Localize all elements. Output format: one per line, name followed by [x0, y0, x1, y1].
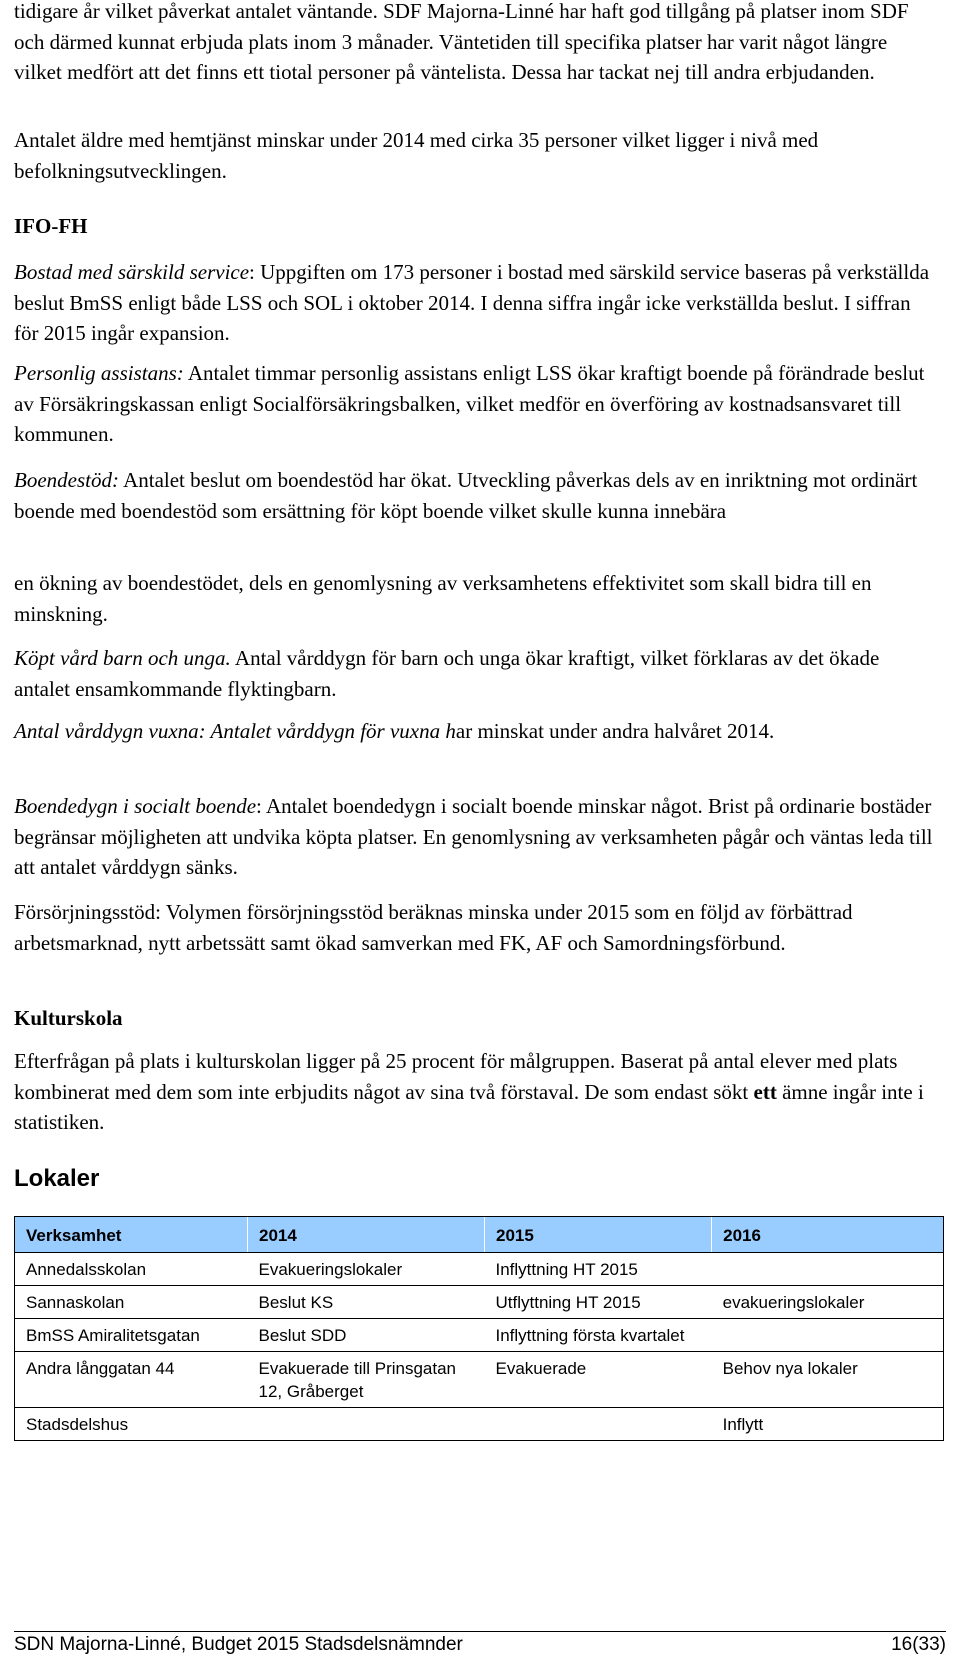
column-header: 2016 [712, 1217, 944, 1253]
column-header: Verksamhet [15, 1217, 248, 1253]
paragraph-forsorjningsstod: Försörjningsstöd: Volymen försörjningsstöd beräknas minska under 2015 som en följd av förbättrad arbetsmarknad, nytt arbetssätt samt ökad samverkan med FK, AF och Samordningsförbund. [14, 900, 853, 955]
table-row [15, 1319, 944, 1352]
table-cell [712, 1319, 944, 1352]
table-cell: Behov nya lokaler [712, 1352, 944, 1408]
heading-ifo-fh: IFO-FH [14, 214, 88, 238]
text-socialt-boende: : Antalet boendedygn i socialt boende minskar något. Brist på ordinarie bostäder begränsar möjligheten att undvika köpta platser. En genomlysning av verksamheten pågår och väntas leda till att antalet vårddygn sänks. [14, 794, 933, 879]
text-boendestod: Antalet beslut om boendestöd har ökat. Utveckling påverkas dels av en inriktning mot ordinärt boende med boendestöd som ersättning för köpt boende vilket skulle kunna innebära [14, 468, 918, 523]
table-cell: Beslut SDD [248, 1319, 485, 1352]
table-cell: BmSS Amiralitetsgatan [15, 1319, 248, 1352]
term-bostad: Bostad med särskild service [14, 260, 250, 284]
column-header: 2014 [248, 1217, 485, 1253]
table-row [15, 1408, 944, 1441]
paragraph-socialt-boende [14, 791, 936, 883]
paragraph-kopt-vard [14, 643, 936, 704]
table-cell: Sannaskolan [15, 1286, 248, 1319]
paragraph-boendestod-cont: en ökning av boendestödet, dels en genomlysning av verksamhetens effektivitet som skall bidra till en minskning. [14, 571, 872, 626]
footer-page-number: 16(33) [891, 1634, 946, 1655]
column-header: 2015 [485, 1217, 712, 1253]
term-personlig-assistans: Personlig assistans: [14, 361, 184, 385]
term-kopt-vard: Köpt vård barn och unga. [14, 646, 231, 670]
table-cell: Beslut KS [248, 1286, 485, 1319]
table-row [15, 1286, 944, 1319]
text-kulturskola-bold: ett [753, 1079, 777, 1104]
lokaler-table [14, 1216, 944, 1441]
table-cell: Evakueringslokaler [248, 1253, 485, 1286]
text-vardygn-vuxna: ar minskat under andra halvåret 2014. [455, 719, 775, 743]
table-cell: Inflyttning första kvartalet [485, 1319, 712, 1352]
table-cell: Inflyttning HT 2015 [485, 1253, 712, 1286]
term-vardygn-vuxna: Antal vårddygn vuxna: Antalet vårddygn för vuxna h [14, 719, 456, 743]
text-kulturskola-c: ämne ingår inte i statistiken. [14, 1079, 924, 1134]
table-cell: Andra långgatan 44 [15, 1352, 248, 1408]
table-cell: Evakuerade [485, 1352, 712, 1408]
heading-lokaler: Lokaler [14, 1165, 100, 1192]
table-cell [248, 1408, 485, 1441]
footer-document-title: SDN Majorna-Linné, Budget 2015 Stadsdelsnämnder [14, 1634, 463, 1655]
paragraph-bostad-sarskild-service [14, 257, 936, 349]
paragraph-kulturskola [14, 1046, 936, 1138]
paragraph-vantelista: tidigare år vilket påverkat antalet väntande. SDF Majorna-Linné har haft god tillgång på platser inom SDF och därmed kunnat erbjuda plats inom 3 månader. Väntetiden till specifika platser har varit något längre vilket medfört att det finns ett tiotal personer på väntelista. Dessa har tackat nej till andra erbjudanden. [14, 0, 909, 84]
table-cell: Annedalsskolan [15, 1253, 248, 1286]
term-boendestod: Boendestöd: [14, 468, 119, 492]
heading-kulturskola: Kulturskola [14, 1006, 123, 1030]
table-header-row [15, 1217, 944, 1253]
term-socialt-boende: Boendedygn i socialt boende [14, 794, 257, 818]
table-cell: Inflytt [712, 1408, 944, 1441]
text-bostad: : Uppgiften om 173 personer i bostad med särskild service baseras på verkställda beslut BmSS enligt både LSS och SOL i oktober 2014. I denna siffra ingår icke verkställda beslut. I siffran för 2015 ingår expansion. [14, 260, 930, 345]
table-cell [712, 1253, 944, 1286]
table-cell: Stadsdelshus [15, 1408, 248, 1441]
text-kulturskola-a: Efterfrågan på plats i kulturskolan ligger på 25 procent för målgruppen. Baserat på antal elever med plats kombinerat med dem som inte erbjudits något av sina två förstaval. De som endast sökt [14, 1049, 898, 1104]
text-personlig-assistans: Antalet timmar personlig assistans enligt LSS ökar kraftigt boende på förändrade beslut av Försäkringskassan enligt Socialförsäkringsbalken, vilket medför en överföring av kostnadsansvaret till kommunen. [14, 361, 925, 446]
paragraph-personlig-assistans [14, 358, 936, 450]
table-cell: Evakuerade till Prinsgatan 12, Gråberget [248, 1352, 485, 1408]
table-cell [485, 1408, 712, 1441]
paragraph-vardygn-vuxna [14, 716, 936, 747]
paragraph-boendestod [14, 465, 936, 526]
table-cell: evakueringslokaler [712, 1286, 944, 1319]
footer-divider [14, 1631, 946, 1632]
table-cell: Utflyttning HT 2015 [485, 1286, 712, 1319]
text-kopt-vard: Antal vårddygn för barn och unga ökar kraftigt, vilket förklaras av det ökade antalet ensamkommande flyktingbarn. [14, 646, 880, 701]
table-row [15, 1253, 944, 1286]
table-row [15, 1352, 944, 1408]
page-footer [14, 1634, 946, 1656]
paragraph-hemtjanst: Antalet äldre med hemtjänst minskar under 2014 med cirka 35 personer vilket ligger i nivå med befolkningsutvecklingen. [14, 128, 819, 183]
